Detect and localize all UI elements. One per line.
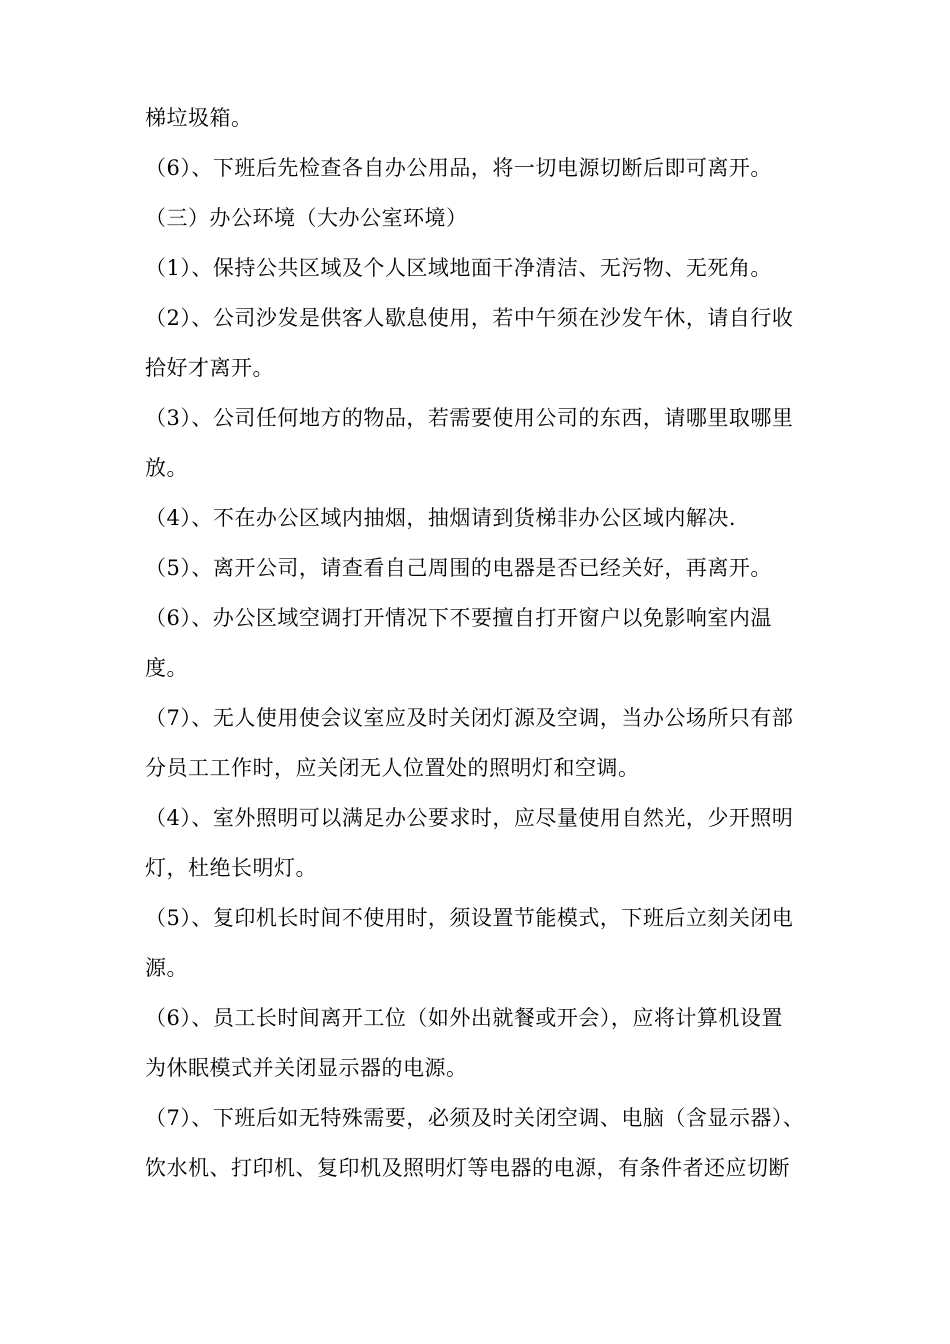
text-line: （4）、不在办公区域内抽烟，抽烟请到货梯非办公区域内解决. (145, 506, 737, 530)
text-line: 度。 (145, 656, 188, 680)
text-line: （6）、办公区域空调打开情况下不要擅自打开窗户以免影响室内温 (145, 606, 772, 630)
text-line: （1）、保持公共区域及个人区域地面干净清洁、无污物、无死角。 (145, 256, 772, 280)
text-line: （6）、下班后先检查各自办公用品，将一切电源切断后即可离开。 (145, 156, 772, 180)
text-line: （6）、员工长时间离开工位（如外出就餐或开会），应将计算机设置 (145, 1006, 783, 1030)
text-line: （5）、复印机长时间不使用时，须设置节能模式，下班后立刻关闭电 (145, 906, 794, 930)
text-line: （3）、公司任何地方的物品，若需要使用公司的东西，请哪里取哪里 (145, 406, 794, 430)
text-line: 为休眠模式并关闭显示器的电源。 (145, 1056, 468, 1080)
text-line: 灯，杜绝长明灯。 (145, 856, 317, 880)
text-line: 饮水机、打印机、复印机及照明灯等电器的电源，有条件者还应切断 (145, 1156, 790, 1180)
text-line: （7）、无人使用使会议室应及时关闭灯源及空调，当办公场所只有部 (145, 706, 794, 730)
text-line: 源。 (145, 956, 188, 980)
text-line: 放。 (145, 456, 188, 480)
text-line: 拾好才离开。 (145, 356, 274, 380)
text-line: （4）、室外照明可以满足办公要求时，应尽量使用自然光，少开照明 (145, 806, 794, 830)
text-line: 分员工工作时，应关闭无人位置处的照明灯和空调。 (145, 756, 640, 780)
text-line: 梯垃圾箱。 (145, 106, 253, 130)
text-line: （7）、下班后如无特殊需要，必须及时关闭空调、电脑（含显示器）、 (145, 1106, 805, 1130)
section-heading: （三）办公环境（大办公室环境） (145, 206, 468, 230)
text-line: （5）、离开公司，请查看自己周围的电器是否已经关好，再离开。 (145, 556, 772, 580)
text-line: （2）、公司沙发是供客人歇息使用，若中午须在沙发午休，请自行收 (145, 306, 794, 330)
